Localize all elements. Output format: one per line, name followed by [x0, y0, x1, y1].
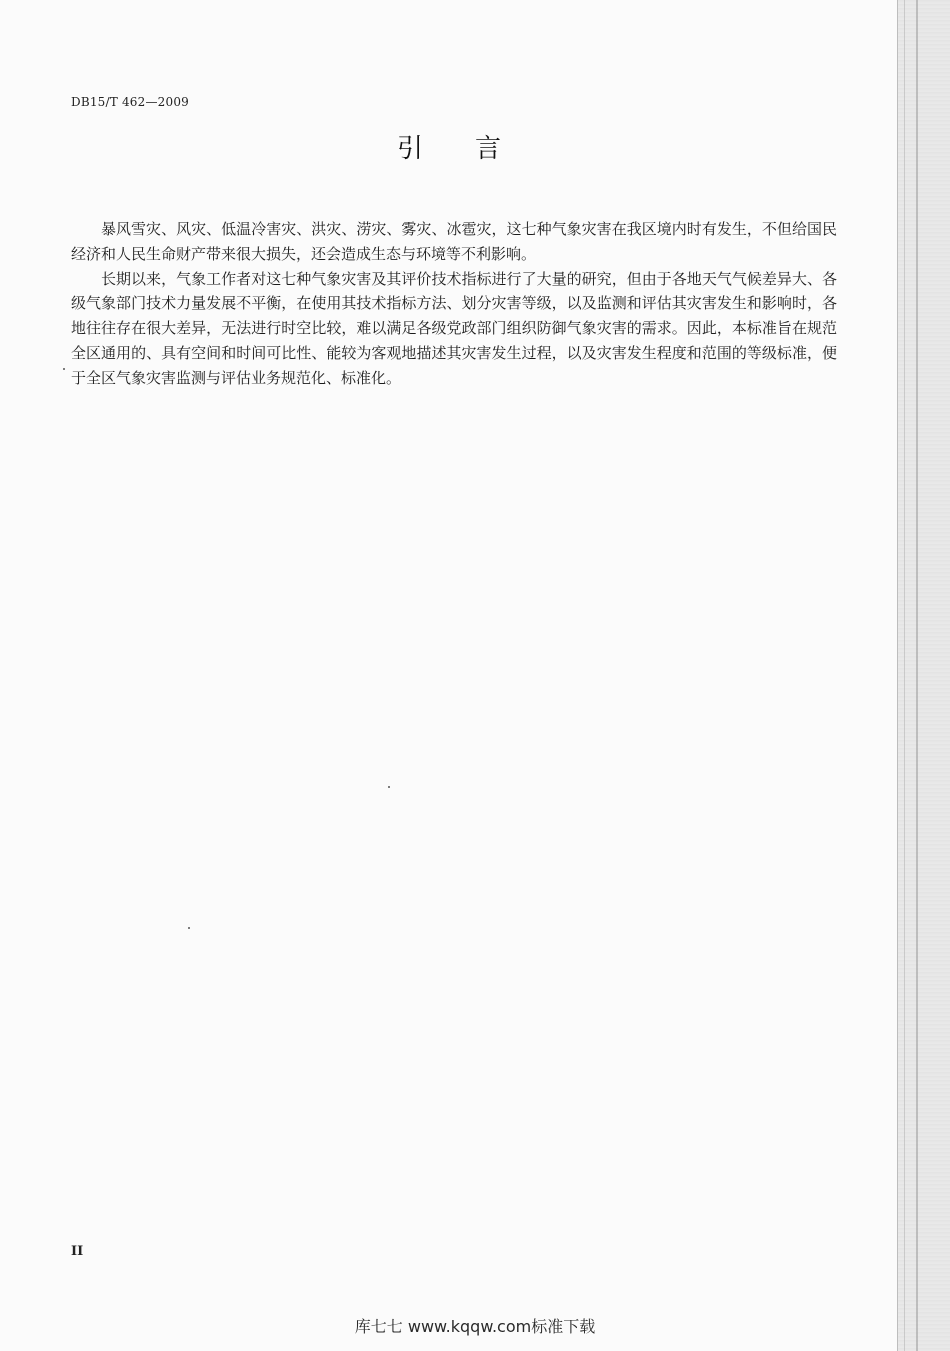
paragraph-2: 长期以来，气象工作者对这七种气象灾害及其评价技术指标进行了大量的研究，但由于各地天气气候差异大、各级气象部门技术力量发展不平衡，在使用其技术指标方法、划分灾害等级，以及监测和评估其灾害发生和影响时，各地往往存在很大差异，无法进行时空比较，难以满足各级党政部门组织防御气象灾害的需求。因此，本标准旨在规范全区通用的、具有空间和时间可比性、能较为客观地描述其灾害发生过程，以及灾害发生程度和范围的等级标准，便于全区气象灾害监测与评估业务规范化、标准化。 — [71, 269, 837, 387]
body-text — [71, 217, 837, 391]
standard-number: DB15/T 462—2009 — [71, 95, 190, 109]
scan-binding-edge — [897, 0, 950, 1351]
scan-speck — [188, 927, 190, 929]
scan-speck — [388, 786, 390, 788]
paragraph-1: 暴风雪灾、风灾、低温冷害灾、洪灾、涝灾、雾灾、冰雹灾，这七种气象灾害在我区境内时有发生，不但给国民经济和人民生命财产带来很大损失，还会造成生态与环境等不利影响。 — [71, 220, 837, 263]
page-number: II — [71, 1244, 84, 1259]
footer-watermark: 库七七 www.kqqw.com标准下载 — [354, 1317, 596, 1336]
scan-speck — [63, 368, 65, 370]
page-title: 引言 — [396, 134, 553, 164]
